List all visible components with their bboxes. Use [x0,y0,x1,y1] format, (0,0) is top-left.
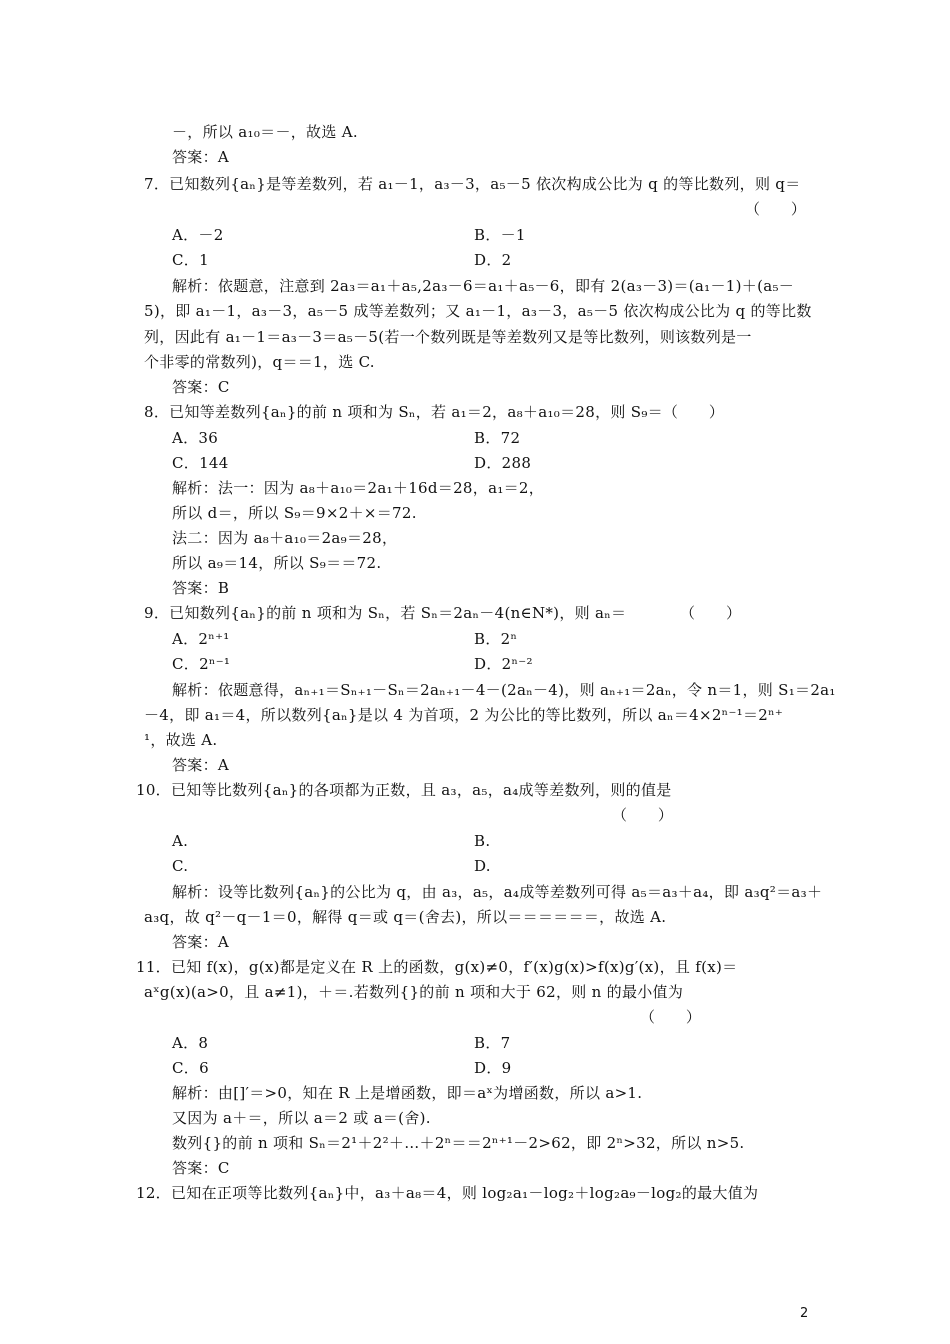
text-line: B．72 [474,429,521,447]
page-number: 2 [800,1306,809,1321]
text-line: 答案：B [172,579,230,597]
text-line: A．2ⁿ⁺¹ [172,630,230,648]
text-line: 答案：C [172,378,230,396]
text-line: ¹，故选 A. [144,731,218,749]
text-line: 答案：A [172,148,230,166]
text-line: 答案：A [172,756,230,774]
text-line: 个非零的常数列)，q＝＝1，选 C. [144,353,375,371]
text-line: B．7 [474,1034,511,1052]
text-line: C. [172,857,189,875]
text-line: 11．已知 f(x)，g(x)都是定义在 R 上的函数，g(x)≠0，f′(x)g(x)>f(x)g′(x)，且 f(x)＝ [136,958,738,976]
text-line: B．－1 [474,226,526,244]
text-line: D. [474,857,491,875]
text-line: C．144 [172,454,229,472]
text-line: －，所以 a₁₀＝－，故选 A. [172,123,358,141]
text-line: 12．已知在正项等比数列{aₙ}中，a₃＋a₈＝4，则 log₂a₁－log₂＋log₂a₉－log₂的最大值为 [136,1184,759,1202]
text-line: D．9 [474,1059,512,1077]
text-line: 又因为 a＋＝，所以 a＝2 或 a＝(舍). [172,1109,431,1127]
text-line: 解析：由[]′＝>0，知在 R 上是增函数，即＝aˣ为增函数，所以 a>1. [172,1084,643,1102]
text-line: －4，即 a₁＝4，所以数列{aₙ}是以 4 为首项，2 为公比的等比数列，所以 aₙ＝4×2ⁿ⁻¹＝2ⁿ⁺ [144,706,784,724]
text-line: D．288 [474,454,532,472]
text-line: B. [474,832,491,850]
text-line: C．2ⁿ⁻¹ [172,655,231,673]
text-line: 答案：A [172,933,230,951]
text-line: a₃q，故 q²－q－1＝0，解得 q＝或 q＝(舍去)，所以＝＝＝＝＝＝，故选 A. [144,908,667,926]
text-line: 9．已知数列{aₙ}的前 n 项和为 Sₙ，若 Sₙ＝2aₙ－4(n∈N*)，则 aₙ＝ （ ） [144,604,742,622]
text-line: 解析：设等比数列{aₙ}的公比为 q，由 a₃，a₅，a₄成等差数列可得 a₅＝a₃＋a₄，即 a₃q²＝a₃＋ [172,883,823,901]
text-line: 8．已知等差数列{aₙ}的前 n 项和为 Sₙ，若 a₁＝2，a₈＋a₁₀＝28，则 S₉＝（ ） [144,403,725,421]
text-line: 答案：C [172,1159,230,1177]
text-line: A．8 [172,1034,209,1052]
text-line: 5)，即 a₁－1，a₃－3，a₅－5 成等差数列；又 a₁－1，a₃－3，a₅－5 依次构成公比为 q 的等比数 [144,302,812,320]
text-line: C．1 [172,251,209,269]
text-line: 列，因此有 a₁－1＝a₃－3＝a₅－5(若一个数列既是等差数列又是等比数列，则该数列是一 [144,328,752,346]
text-line: D．2ⁿ⁻² [474,655,533,673]
text-line: 7．已知数列{aₙ}是等差数列，若 a₁－1，a₃－3，a₅－5 依次构成公比为 q 的等比数列，则 q＝ [144,175,801,193]
text-line: 所以 a₉＝14，所以 S₉＝＝72. [172,554,382,572]
text-line: 10．已知等比数列{aₙ}的各项都为正数，且 a₃，a₅，a₄成等差数列，则的值是 [136,781,672,799]
answer-paren: （ ） [745,200,807,218]
text-line: 解析：依题意得，aₙ₊₁＝Sₙ₊₁－Sₙ＝2aₙ₊₁－4－(2aₙ－4)，则 aₙ₊₁＝2aₙ，令 n＝1，则 S₁＝2a₁ [172,681,836,699]
text-line: 所以 d＝，所以 S₉＝9×2＋×＝72. [172,504,417,522]
answer-paren: （ ） [640,1008,702,1026]
text-line: 解析：法一：因为 a₈＋a₁₀＝2a₁＋16d＝28，a₁＝2， [172,479,545,497]
text-line: B．2ⁿ [474,630,518,648]
text-line: A．36 [172,429,219,447]
text-line: D．2 [474,251,512,269]
text-line: 法二：因为 a₈＋a₁₀＝2a₉＝28， [172,529,398,547]
text-line: aˣg(x)(a>0，且 a≠1)，＋＝.若数列{}的前 n 项和大于 62，则 n 的最小值为 [144,983,684,1001]
text-line: 解析：依题意，注意到 2a₃＝a₁＋a₅,2a₃－6＝a₁＋a₅－6，即有 2(a₃－3)＝(a₁－1)＋(a₅－ [172,277,795,295]
text-line: 数列{}的前 n 项和 Sₙ＝2¹＋2²＋…＋2ⁿ＝＝2ⁿ⁺¹－2>62，即 2ⁿ>32，所以 n>5. [172,1134,745,1152]
text-line: C．6 [172,1059,209,1077]
text-line: A. [172,832,189,850]
text-line: A．－2 [172,226,224,244]
answer-paren: （ ） [612,806,674,824]
